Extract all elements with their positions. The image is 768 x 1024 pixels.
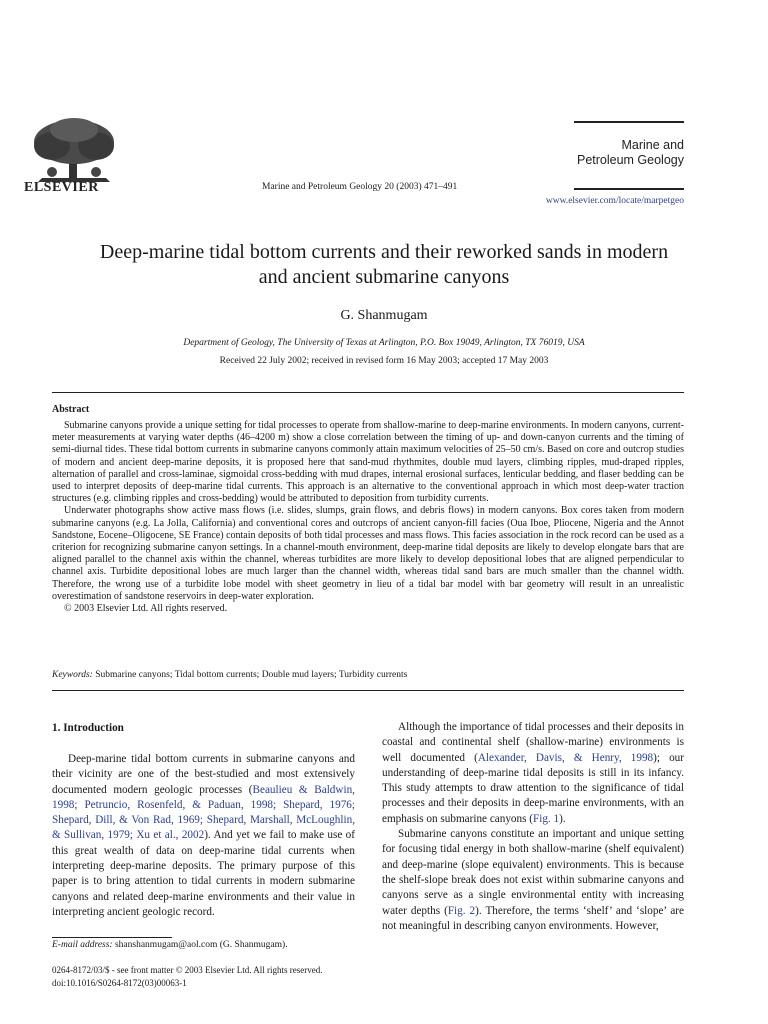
keywords-label: Keywords: [52,670,93,680]
text-span: ). Therefore, the terms ‘shelf’ and ‘slope’ are not meaningful in describing canyon environments. However, [382,904,684,932]
footnote-rule [52,937,172,938]
text-span: ); our understanding of deep-marine tidal deposits is still in its infancy. This study attempts to draw attention to the significance of tidal processes and their deposits in deep-marine environments, with an emphasis on submarine canyons ( [382,751,684,825]
column-left [52,752,355,920]
citation-link[interactable]: Beaulieu & Baldwin, 1998; Petruncio, Rosenfeld, & Paduan, 1998; Shepard, 1976; Shepard, Dill, & Von Rad, 1969; Shepard, Marshall, McLoughlin, & Sullivan, 1979; Xu et al., 2002 [52,783,355,842]
section-heading-introduction: 1. Introduction [52,722,124,734]
journal-reference: Marine and Petroleum Geology 20 (2003) 471–491 [262,182,458,192]
abstract-paragraph-1: Submarine canyons provide a unique setting for tidal processes to operate from shallow-marine to deep-marine environments. In modern canyons, current-meter measurements at varying water depths (46–4200 m) show a close correlation between the timing of up- and down-canyon currents and the timing of semi-diurnal tides. These tidal bottom currents in submarine canyons commonly attain maximum velocities of 25–50 cm/s. Based on core and outcrop studies of modern and ancient deep-marine deposits, it is proposed here that sand-mud rhythmites, double mud layers, climbing ripples, mud-draped ripples, alternation of parallel and cross-laminae, sigmoidal cross-bedding with mud drapes, internal erosional surfaces, lenticular bedding, and flaser bedding can be used to interpret deposits of deep-marine tidal currents. This approach is an alternative to the conventional approach in which most deep-water traction structures (e.g. climbing ripples and cross-bedding) would be attributed to deposition from turbidity currents. [52,420,684,505]
abstract-paragraph-2: Underwater photographs show active mass flows (i.e. slides, slumps, grain flows, and debris flows) in modern canyons. Box cores taken from modern submarine canyons (e.g. La Jolla, California) and conventional cores and outcrops of ancient canyon-fill facies (Oua Iboe, Pliocene, Nigeria and the Annot Sandstone, Eocene–Oligocene, SE France) contain deposits of both tidal processes and mass flows. This facies association in the rock record can be used as a criterion for recognizing submarine canyon settings. In a channel-mouth environment, deep-marine tidal deposits are likely to develop elongate bars that are aligned parallel to the channel axis within the channel, whereas turbidites are more likely to develop depositional lobes that are aligned perpendicular to channel axis. Turbidite depositional lobes are much larger than the channel width, whereas tidal sand bars are much smaller than the channel width. Therefore, the wrong use of a turbidite lobe model with sheet geometry in lieu of a tidal bar model with bar geometry will result in an unrealistic overestimation of sandstone reservoirs in deep-water exploration. [52,505,684,602]
figure-link[interactable]: Fig. 1 [533,812,560,825]
text-span: ). And yet we fail to make use of this great wealth of data on deep-marine tidal currents when interpreting deep-marine deposits. The primary purpose of this paper is to bring attention to tidal currents in modern submarine canyons and related deep-marine environments and their value in interpreting ancient geologic record. [52,829,355,918]
column-right [382,720,684,934]
text-span: Submarine canyons constitute an important and unique setting for focusing tidal energy in both shallow-marine (shelf equivalent) and deep-marine (slope equivalent) environments. This is because the shelf-slope break does not exist within submarine canyons and canyons serve as a single environmental entity with increasing water depths ( [382,828,684,917]
brand-rule-top [574,121,684,123]
abstract-copyright: © 2003 Elsevier Ltd. All rights reserved. [64,603,228,615]
citation-link[interactable]: Alexander, Davis, & Henry, 1998 [477,751,654,764]
footnote-email [52,940,355,950]
intro-paragraph-3 [382,827,684,934]
abstract-heading: Abstract [52,404,90,415]
title-line1: Deep-marine tidal bottom currents and their reworked sands in modern [99,241,669,263]
keywords-text: Submarine canyons; Tidal bottom currents; Double mud layers; Turbidity currents [92,670,408,680]
journal-brand [574,138,684,168]
figure-link[interactable]: Fig. 2 [447,904,476,917]
email-text: shanshanmugam@aol.com (G. Shanmugam). [112,940,288,950]
text-span: Deep-marine tidal bottom currents in submarine canyons and their vicinity are one of the best-studied and most extensively documented modern geologic processes ( [52,753,355,796]
brand-rule-bottom [574,188,684,190]
keywords [52,670,684,680]
publisher-name: ELSEVIER [24,180,99,195]
front-matter-copyright: 0264-8172/03/$ - see front matter © 2003 Elsevier Ltd. All rights reserved. [52,965,323,975]
text-span: Although the importance of tidal processes and their deposits in coastal and continental shelf (shallow-marine) environments is well documented ( [382,721,684,764]
author-affiliation: Department of Geology, The University of Texas at Arlington, P.O. Box 19049, Arlington, TX 76019, USA [183,338,585,348]
journal-brand-line2: Petroleum Geology [576,153,684,167]
abstract-body [52,420,684,615]
article-title [40,240,728,290]
text-span: ). [559,812,566,825]
divider-bottom [52,690,684,691]
journal-url-link[interactable]: www.elsevier.com/locate/marpetgeo [545,196,684,206]
title-line2: and ancient submarine canyons [258,266,510,288]
intro-paragraph-2 [382,720,684,827]
doi: doi:10.1016/S0264-8172(03)00063-1 [52,978,187,988]
received-dates: Received 22 July 2002; received in revised form 16 May 2003; accepted 17 May 2003 [219,356,549,366]
divider-top [52,392,684,393]
journal-brand-line1: Marine and [621,138,684,152]
author-name: G. Shanmugam [340,308,428,323]
email-label: E-mail address: [52,940,113,950]
intro-paragraph-1 [52,752,355,920]
